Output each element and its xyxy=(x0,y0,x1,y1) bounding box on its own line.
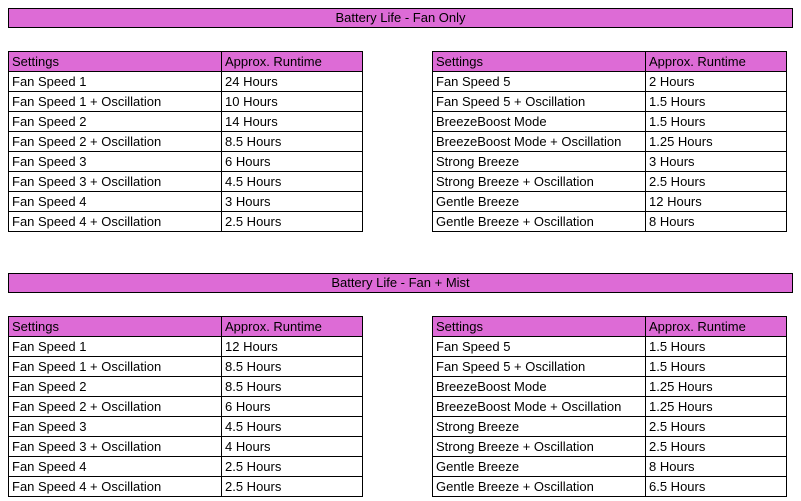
runtime-cell: 8.5 Hours xyxy=(222,132,363,152)
runtime-cell: 4.5 Hours xyxy=(222,417,363,437)
column-header-runtime: Approx. Runtime xyxy=(222,317,363,337)
table-row xyxy=(433,457,787,477)
runtime-cell: 24 Hours xyxy=(222,72,363,92)
setting-cell: BreezeBoost Mode xyxy=(433,377,646,397)
table-row xyxy=(433,132,787,152)
table-row xyxy=(9,337,363,357)
setting-cell: Fan Speed 3 xyxy=(9,417,222,437)
table-row xyxy=(433,357,787,377)
setting-cell: Gentle Breeze + Oscillation xyxy=(433,212,646,232)
runtime-cell: 10 Hours xyxy=(222,92,363,112)
runtime-table-fan-only-right xyxy=(432,51,787,232)
table-row xyxy=(9,92,363,112)
runtime-cell: 2.5 Hours xyxy=(646,172,787,192)
setting-cell: Fan Speed 1 xyxy=(9,337,222,357)
runtime-cell: 2.5 Hours xyxy=(222,477,363,497)
runtime-cell: 1.25 Hours xyxy=(646,377,787,397)
table-row xyxy=(9,212,363,232)
table-row xyxy=(9,132,363,152)
table-row xyxy=(9,417,363,437)
setting-cell: Fan Speed 5 + Oscillation xyxy=(433,357,646,377)
runtime-cell: 4.5 Hours xyxy=(222,172,363,192)
runtime-cell: 2.5 Hours xyxy=(646,437,787,457)
setting-cell: Fan Speed 3 + Oscillation xyxy=(9,437,222,457)
runtime-cell: 6 Hours xyxy=(222,397,363,417)
table-row xyxy=(9,457,363,477)
setting-cell: BreezeBoost Mode + Oscillation xyxy=(433,132,646,152)
setting-cell: Fan Speed 2 + Oscillation xyxy=(9,397,222,417)
setting-cell: Fan Speed 5 + Oscillation xyxy=(433,92,646,112)
table-row xyxy=(433,112,787,132)
column-header-runtime: Approx. Runtime xyxy=(646,52,787,72)
runtime-cell: 6.5 Hours xyxy=(646,477,787,497)
column-header-settings: Settings xyxy=(9,317,222,337)
setting-cell: Strong Breeze + Oscillation xyxy=(433,172,646,192)
setting-cell: Fan Speed 4 + Oscillation xyxy=(9,477,222,497)
runtime-cell: 3 Hours xyxy=(646,152,787,172)
runtime-cell: 2.5 Hours xyxy=(222,457,363,477)
runtime-cell: 12 Hours xyxy=(222,337,363,357)
runtime-cell: 4 Hours xyxy=(222,437,363,457)
runtime-cell: 1.5 Hours xyxy=(646,92,787,112)
runtime-cell: 8.5 Hours xyxy=(222,357,363,377)
setting-cell: Fan Speed 4 + Oscillation xyxy=(9,212,222,232)
runtime-table-fan-only-left xyxy=(8,51,363,232)
runtime-table-fan-mist-left xyxy=(8,316,363,497)
setting-cell: Fan Speed 1 + Oscillation xyxy=(9,92,222,112)
table-row xyxy=(9,192,363,212)
runtime-cell: 3 Hours xyxy=(222,192,363,212)
runtime-cell: 2.5 Hours xyxy=(646,417,787,437)
setting-cell: Fan Speed 2 + Oscillation xyxy=(9,132,222,152)
column-header-runtime: Approx. Runtime xyxy=(646,317,787,337)
table-header-row xyxy=(9,317,363,337)
setting-cell: Fan Speed 5 xyxy=(433,337,646,357)
table-header-row xyxy=(9,52,363,72)
table-row xyxy=(433,212,787,232)
setting-cell: BreezeBoost Mode xyxy=(433,112,646,132)
runtime-cell: 8.5 Hours xyxy=(222,377,363,397)
table-row xyxy=(9,152,363,172)
setting-cell: Fan Speed 2 xyxy=(9,112,222,132)
runtime-cell: 1.25 Hours xyxy=(646,132,787,152)
column-header-settings: Settings xyxy=(9,52,222,72)
table-row xyxy=(433,397,787,417)
runtime-cell: 12 Hours xyxy=(646,192,787,212)
setting-cell: Fan Speed 1 + Oscillation xyxy=(9,357,222,377)
setting-cell: Fan Speed 4 xyxy=(9,192,222,212)
runtime-cell: 8 Hours xyxy=(646,457,787,477)
setting-cell: Fan Speed 4 xyxy=(9,457,222,477)
table-row xyxy=(433,437,787,457)
setting-cell: Fan Speed 2 xyxy=(9,377,222,397)
runtime-table-fan-mist-right xyxy=(432,316,787,497)
runtime-cell: 1.5 Hours xyxy=(646,337,787,357)
column-header-settings: Settings xyxy=(433,52,646,72)
setting-cell: Fan Speed 3 + Oscillation xyxy=(9,172,222,192)
runtime-cell: 1.5 Hours xyxy=(646,357,787,377)
setting-cell: BreezeBoost Mode + Oscillation xyxy=(433,397,646,417)
runtime-cell: 2 Hours xyxy=(646,72,787,92)
table-row xyxy=(433,337,787,357)
runtime-cell: 6 Hours xyxy=(222,152,363,172)
table-row xyxy=(433,477,787,497)
section-title-fan-mist: Battery Life - Fan + Mist xyxy=(8,273,793,293)
setting-cell: Strong Breeze xyxy=(433,152,646,172)
table-row xyxy=(433,377,787,397)
table-row xyxy=(9,112,363,132)
table-row xyxy=(9,477,363,497)
table-row xyxy=(9,397,363,417)
setting-cell: Fan Speed 1 xyxy=(9,72,222,92)
runtime-cell: 2.5 Hours xyxy=(222,212,363,232)
table-row xyxy=(433,172,787,192)
setting-cell: Gentle Breeze + Oscillation xyxy=(433,477,646,497)
runtime-cell: 1.5 Hours xyxy=(646,112,787,132)
column-header-runtime: Approx. Runtime xyxy=(222,52,363,72)
table-header-row xyxy=(433,52,787,72)
table-row xyxy=(433,192,787,212)
setting-cell: Strong Breeze xyxy=(433,417,646,437)
table-row xyxy=(9,72,363,92)
setting-cell: Fan Speed 5 xyxy=(433,72,646,92)
section-title-fan-only: Battery Life - Fan Only xyxy=(8,8,793,28)
table-row xyxy=(9,377,363,397)
runtime-cell: 1.25 Hours xyxy=(646,397,787,417)
runtime-cell: 8 Hours xyxy=(646,212,787,232)
table-row xyxy=(9,172,363,192)
setting-cell: Strong Breeze + Oscillation xyxy=(433,437,646,457)
table-row xyxy=(9,437,363,457)
table-row xyxy=(433,152,787,172)
table-row xyxy=(9,357,363,377)
table-row xyxy=(433,72,787,92)
runtime-cell: 14 Hours xyxy=(222,112,363,132)
setting-cell: Gentle Breeze xyxy=(433,192,646,212)
table-row xyxy=(433,417,787,437)
setting-cell: Gentle Breeze xyxy=(433,457,646,477)
setting-cell: Fan Speed 3 xyxy=(9,152,222,172)
table-header-row xyxy=(433,317,787,337)
column-header-settings: Settings xyxy=(433,317,646,337)
table-row xyxy=(433,92,787,112)
